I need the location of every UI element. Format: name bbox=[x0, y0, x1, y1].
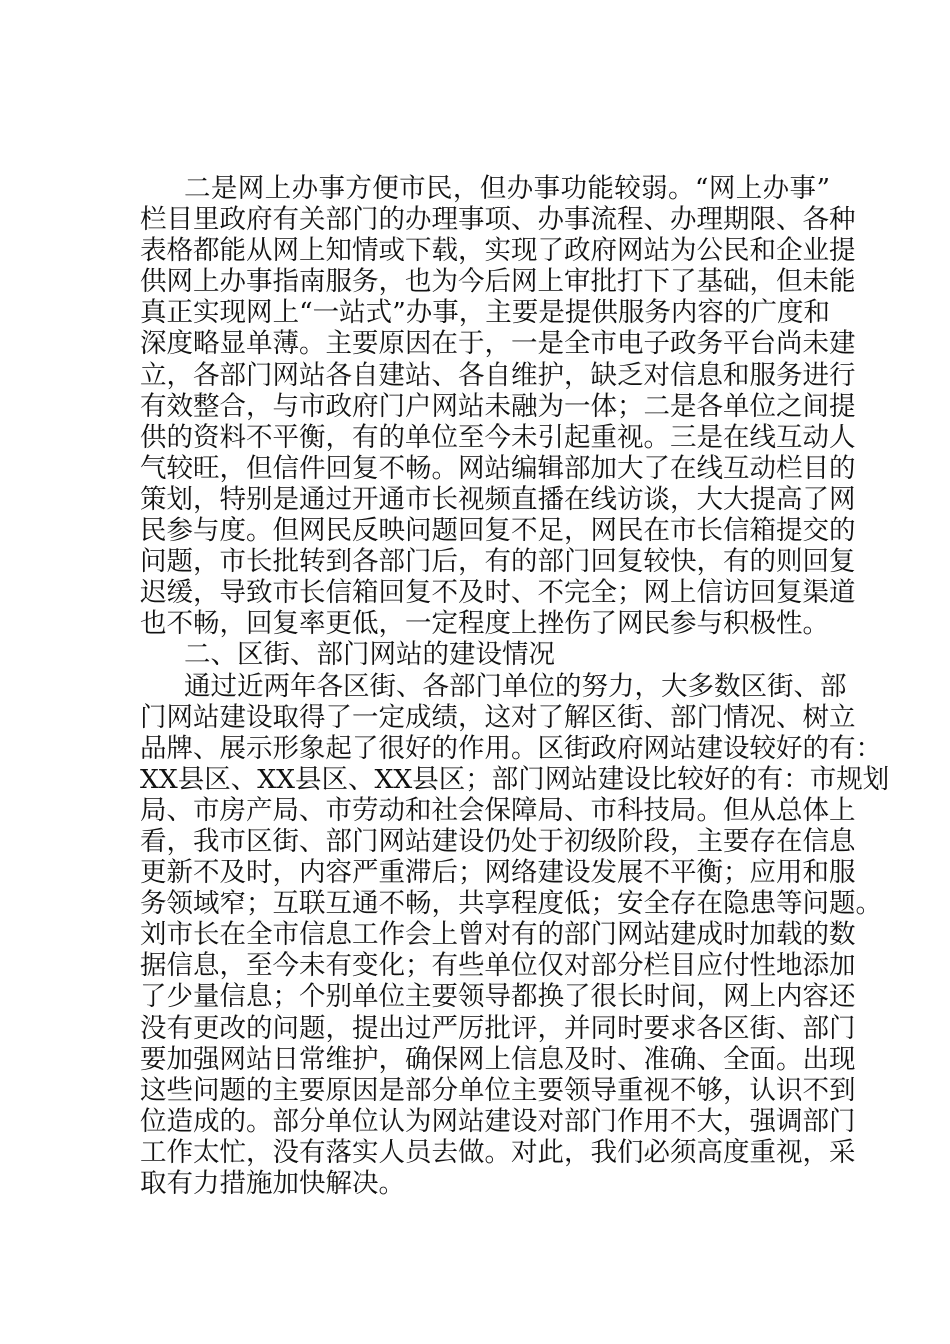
paragraph-2-line-9: 刘市长在全市信息工作会上曾对有的部门网站建成时加载的数 bbox=[140, 919, 856, 951]
paragraph-1-line-9: 供的资料不平衡，有的单位至今未引起重视。三是在线互动人 bbox=[140, 421, 856, 453]
paragraph-2-line-14: 这些问题的主要原因是部分单位主要领导重视不够，认识不到 bbox=[140, 1074, 856, 1106]
paragraph-1-line-11: 策划，特别是通过开通市长视频直播在线访谈，大大提高了网 bbox=[140, 483, 856, 515]
paragraph-2-line-15: 位造成的。部分单位认为网站建设对部门作用不大，强调部门 bbox=[140, 1105, 856, 1137]
paragraph-1-line-15: 也不畅，回复率更低，一定程度上挫伤了网民参与积极性。 bbox=[140, 608, 829, 640]
paragraph-2-line-11: 了少量信息；个别单位主要领导都换了很长时间，网上内容还 bbox=[140, 981, 856, 1013]
paragraph-2-line-6: 看，我市区街、部门网站建设仍处于初级阶段，主要存在信息 bbox=[140, 825, 856, 857]
paragraph-1-line-14: 迟缓，导致市长信箱回复不及时、不完全；网上信访回复渠道 bbox=[140, 577, 856, 609]
section-heading: 二、区街、部门网站的建设情况 bbox=[184, 639, 555, 671]
paragraph-1-line-4: 供网上办事指南服务，也为今后网上审批打下了基础，但未能 bbox=[140, 266, 856, 298]
paragraph-1-line-5: 真正实现网上“一站式”办事，主要是提供服务内容的广度和 bbox=[140, 297, 830, 329]
paragraph-1-line-2: 栏目里政府有关部门的办理事项、办事流程、办理期限、各种 bbox=[140, 204, 856, 236]
paragraph-1-line-8: 有效整合，与市政府门户网站未融为一体；二是各单位之间提 bbox=[140, 390, 856, 422]
paragraph-1-line-7: 立，各部门网站各自建站、各自维护，缺乏对信息和服务进行 bbox=[140, 359, 856, 391]
paragraph-2-line-8: 务领域窄；互联互通不畅，共享程度低；安全存在隐患等问题。 bbox=[140, 888, 882, 920]
body-text bbox=[140, 173, 890, 1199]
paragraph-1-line-13: 问题，市长批转到各部门后，有的部门回复较快，有的则回复 bbox=[140, 546, 856, 578]
paragraph-2-line-5: 局、市房产局、市劳动和社会保障局、市科技局。但从总体上 bbox=[140, 794, 856, 826]
paragraph-2-line-13: 要加强网站日常维护，确保网上信息及时、准确、全面。出现 bbox=[140, 1043, 856, 1075]
paragraph-1-line-12: 民参与度。但网民反映问题回复不足，网民在市长信箱提交的 bbox=[140, 515, 856, 547]
paragraph-1-line-1: 二是网上办事方便市民，但办事功能较弱。“网上办事” bbox=[184, 173, 830, 204]
paragraph-2-line-17: 取有力措施加快解决。 bbox=[140, 1168, 405, 1199]
paragraph-2-line-16: 工作太忙，没有落实人员去做。对此，我们必须高度重视，采 bbox=[140, 1136, 856, 1168]
paragraph-1-line-10: 气较旺，但信件回复不畅。网站编辑部加大了在线互动栏目的 bbox=[140, 452, 856, 484]
paragraph-2-line-2: 门网站建设取得了一定成绩，这对了解区街、部门情况、树立 bbox=[140, 701, 856, 733]
paragraph-2-line-7: 更新不及时，内容严重滞后；网络建设发展不平衡；应用和服 bbox=[140, 857, 856, 889]
paragraph-1-line-3: 表格都能从网上知情或下载，实现了政府网站为公民和企业提 bbox=[140, 235, 856, 267]
paragraph-2-line-4: XX县区、XX县区、XX县区；部门网站建设比较好的有：市规划 bbox=[140, 763, 890, 795]
paragraph-2-line-10: 据信息，至今未有变化；有些单位仅对部分栏目应付性地添加 bbox=[140, 950, 856, 982]
paragraph-1-line-6: 深度略显单薄。主要原因在于，一是全市电子政务平台尚未建 bbox=[140, 328, 856, 360]
paragraph-2-line-3: 品牌、展示形象起了很好的作用。区街政府网站建设较好的有： bbox=[140, 732, 882, 764]
paragraph-2-line-12: 没有更改的问题，提出过严厉批评，并同时要求各区街、部门 bbox=[140, 1012, 856, 1044]
paragraph-2-line-1: 通过近两年各区街、各部门单位的努力，大多数区街、部 bbox=[184, 670, 847, 702]
